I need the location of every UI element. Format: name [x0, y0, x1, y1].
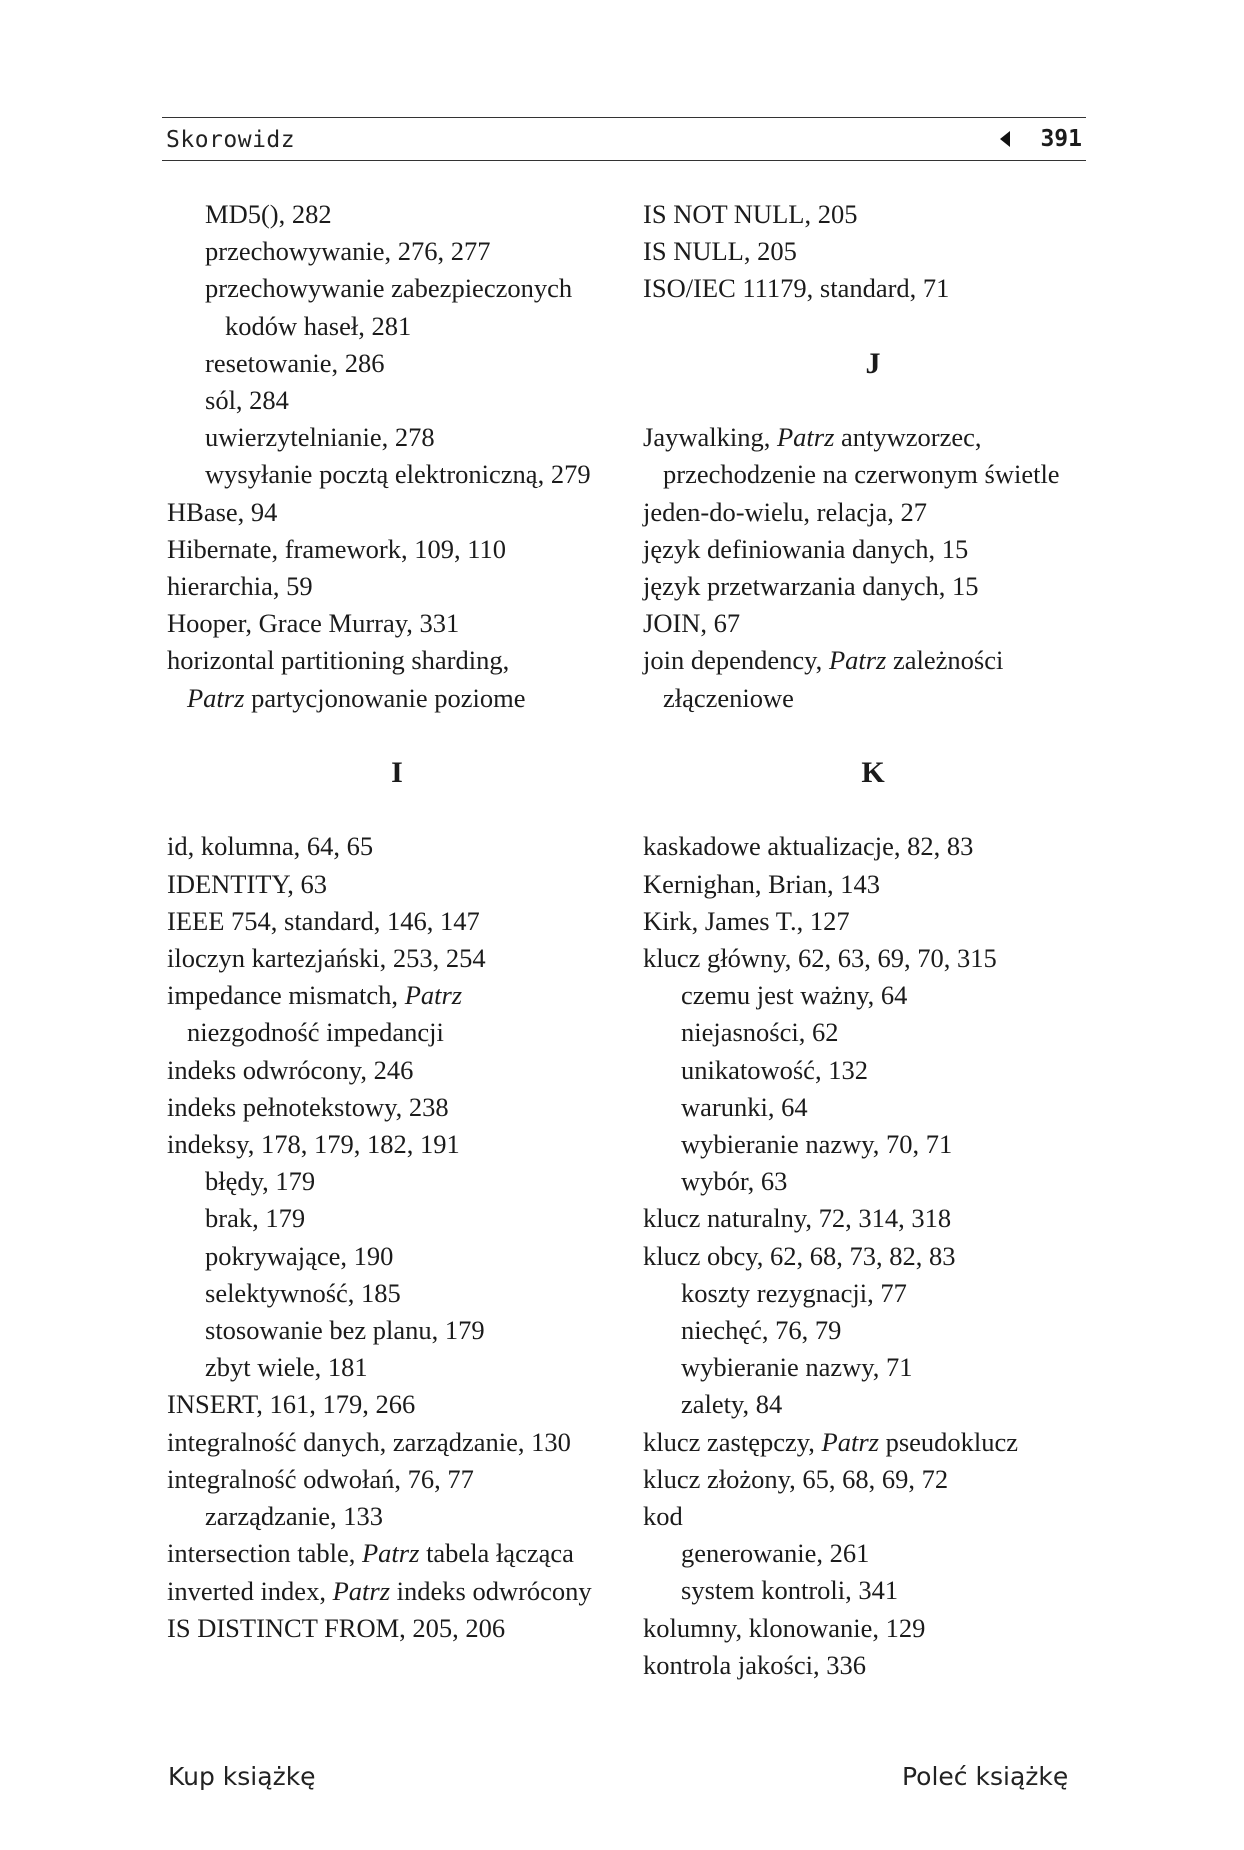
- index-entry: język przetwarzania danych, 15: [643, 571, 979, 602]
- index-entry: IS DISTINCT FROM, 205, 206: [167, 1612, 506, 1643]
- index-entry: [167, 977, 627, 1014]
- index-subentry: przechowywanie zabezpieczonych: [205, 273, 573, 304]
- index-subentry: wybór, 63: [681, 1166, 788, 1197]
- entry-term: Jaywalking,: [643, 422, 777, 453]
- index-entry: [643, 642, 1103, 679]
- index-entry: klucz naturalny, 72, 314, 318: [643, 1203, 952, 1234]
- index-column-right: [643, 196, 1103, 1684]
- entry-term: inverted index,: [167, 1575, 333, 1606]
- index-entry-continuation: złączeniowe: [663, 682, 794, 713]
- index-entry: Hibernate, framework, 109, 110: [167, 533, 506, 564]
- index-entry: [643, 1424, 1103, 1461]
- see-target: indeks odwrócony: [390, 1575, 592, 1606]
- index-entry: [167, 1535, 627, 1572]
- triangle-left-icon: [1000, 131, 1010, 147]
- index-subentry: system kontroli, 341: [681, 1575, 899, 1606]
- index-entry: integralność odwołań, 76, 77: [167, 1463, 474, 1494]
- index-entry: Kernighan, Brian, 143: [643, 868, 880, 899]
- index-entry: hierarchia, 59: [167, 571, 313, 602]
- index-subentry: wybieranie nazwy, 71: [681, 1352, 913, 1383]
- page-number: 391: [1040, 126, 1082, 152]
- index-entry: integralność danych, zarządzanie, 130: [167, 1426, 571, 1457]
- index-subentry: brak, 179: [205, 1203, 306, 1234]
- see-reference: Patrz: [828, 645, 887, 676]
- index-entry: kaskadowe aktualizacje, 82, 83: [643, 831, 974, 862]
- index-subentry: koszty rezygnacji, 77: [681, 1277, 907, 1308]
- letter-heading-text: I: [391, 756, 403, 790]
- index-column-left: [167, 196, 627, 1647]
- see-reference: Patrz: [332, 1575, 391, 1606]
- letter-heading-text: J: [865, 346, 881, 380]
- index-entry: kontrola jakości, 336: [643, 1649, 866, 1680]
- header-right: [1000, 126, 1082, 152]
- index-entry: HBase, 94: [167, 496, 278, 527]
- index-entry: kolumny, klonowanie, 129: [643, 1612, 926, 1643]
- index-subentry: wysyłanie pocztą elektroniczną, 279: [205, 459, 591, 490]
- index-entry: id, kolumna, 64, 65: [167, 831, 374, 862]
- index-subentry: MD5(), 282: [205, 199, 332, 229]
- index-entry: jeden-do-wielu, relacja, 27: [643, 496, 928, 527]
- entry-term: join dependency,: [643, 645, 829, 676]
- index-subentry: selektywność, 185: [205, 1277, 401, 1308]
- see-target: tabela łącząca: [419, 1538, 574, 1569]
- entry-term: intersection table,: [167, 1538, 362, 1569]
- index-entry-continuation: kodów haseł, 281: [225, 310, 412, 341]
- index-entry: [167, 1573, 627, 1610]
- see-target: antywzorzec,: [834, 422, 982, 453]
- entry-term: impedance mismatch,: [167, 980, 405, 1011]
- index-subentry: zalety, 84: [681, 1389, 783, 1420]
- index-entry: indeksy, 178, 179, 182, 191: [167, 1129, 460, 1160]
- index-entry: klucz obcy, 62, 68, 73, 82, 83: [643, 1240, 956, 1271]
- index-subentry: błędy, 179: [205, 1166, 316, 1197]
- index-entry-continuation: niezgodność impedancji: [187, 1017, 444, 1048]
- index-subentry: pokrywające, 190: [205, 1240, 394, 1271]
- see-reference: Patrz: [362, 1538, 420, 1569]
- index-entry: IS NULL, 205: [643, 236, 797, 267]
- index-subentry: niechęć, 76, 79: [681, 1315, 842, 1346]
- index-subentry: uwierzytelnianie, 278: [205, 422, 435, 453]
- see-reference: Patrz: [187, 682, 245, 713]
- index-entry: IS NOT NULL, 205: [643, 199, 858, 229]
- index-subentry: resetowanie, 286: [205, 347, 385, 378]
- see-target: pseudoklucz: [878, 1426, 1019, 1457]
- index-entry: kod: [643, 1501, 683, 1532]
- index-subentry: sól, 284: [205, 385, 289, 416]
- index-entry-continuation: [167, 680, 627, 717]
- index-subentry: czemu jest ważny, 64: [681, 980, 908, 1011]
- letter-heading: [167, 717, 627, 829]
- index-entry: IEEE 754, standard, 146, 147: [167, 905, 480, 936]
- index-entry: iloczyn kartezjański, 253, 254: [167, 943, 486, 974]
- see-reference: Patrz: [776, 422, 835, 453]
- index-entry: horizontal partitioning sharding,: [167, 645, 510, 676]
- index-subentry: unikatowość, 132: [681, 1054, 868, 1085]
- see-reference: Patrz: [821, 1426, 879, 1457]
- index-subentry: niejasności, 62: [681, 1017, 839, 1048]
- letter-heading-text: K: [861, 756, 885, 790]
- index-subentry: przechowywanie, 276, 277: [205, 236, 491, 267]
- index-entry: indeks odwrócony, 246: [167, 1054, 414, 1085]
- index-entry: klucz główny, 62, 63, 69, 70, 315: [643, 943, 997, 974]
- see-target: zależności: [886, 645, 1004, 676]
- index-subentry: stosowanie bez planu, 179: [205, 1315, 485, 1346]
- index-entry: język definiowania danych, 15: [643, 533, 969, 564]
- index-subentry: zarządzanie, 133: [205, 1501, 384, 1532]
- index-entry: INSERT, 161, 179, 266: [167, 1389, 416, 1420]
- entry-term: klucz zastępczy,: [643, 1426, 822, 1457]
- index-subentry: wybieranie nazwy, 70, 71: [681, 1129, 953, 1160]
- index-subentry: zbyt wiele, 181: [205, 1352, 368, 1383]
- letter-heading: [643, 717, 1103, 829]
- index-entry: IDENTITY, 63: [167, 868, 327, 899]
- index-entry-continuation: przechodzenie na czerwonym świetle: [663, 459, 1060, 490]
- index-entry: [643, 419, 1103, 456]
- index-entry: ISO/IEC 11179, standard, 71: [643, 273, 950, 304]
- index-entry: JOIN, 67: [643, 608, 741, 639]
- index-subentry: generowanie, 261: [681, 1538, 870, 1569]
- running-header: [162, 117, 1086, 161]
- letter-heading: [643, 308, 1103, 420]
- index-subentry: warunki, 64: [681, 1091, 808, 1122]
- index-entry: indeks pełnotekstowy, 238: [167, 1091, 449, 1122]
- buy-book-link[interactable]: Kup książkę: [168, 1762, 316, 1791]
- header-title: Skorowidz: [166, 127, 296, 153]
- recommend-book-link[interactable]: Poleć książkę: [902, 1762, 1069, 1791]
- index-entry: Hooper, Grace Murray, 331: [167, 608, 460, 639]
- index-entry: Kirk, James T., 127: [643, 905, 850, 936]
- index-entry: klucz złożony, 65, 68, 69, 72: [643, 1463, 949, 1494]
- see-reference: Patrz: [404, 980, 463, 1011]
- see-target: partycjonowanie poziome: [244, 682, 526, 713]
